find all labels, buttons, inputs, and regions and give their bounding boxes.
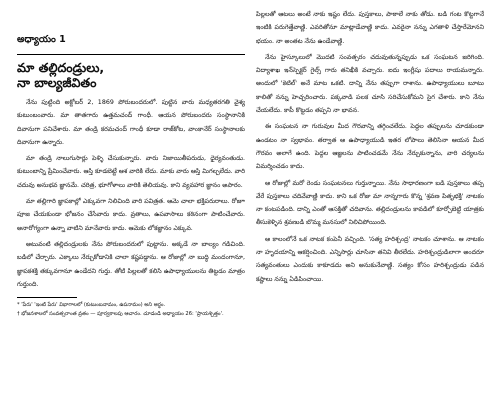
footnote-rule bbox=[17, 297, 77, 298]
paragraph: ఈ సంఘటన నా గురువుల మీద గౌరవాన్ని తగ్గించలేదు. పెద్దల తప్పులను చూడకుండా ఉండటం నా స్వభావం. తర్వాత ఆ ఉపాధ్యాయుడి ఇతర లోపాలు తెలిసినా ఆయన మీద గౌరవం అలాగే ఉంది. పెద్దల ఆజ్ఞలను పాటించడమే నేను నేర్చుకున్నాను, వారి చర్యలను విమర్శించడం కాదు. bbox=[256, 123, 484, 171]
right-column bbox=[256, 8, 484, 289]
paragraph: నేను హైస్కూలులో మొదటి సంవత్సరం చదువుతున్నప్పుడు ఒక సంఘటన జరిగింది. విద్యాశాఖ ఇన్‌స్పెక్టర్ గైల్స్ గారు తనిఖీకి వచ్చారు. ఐదు ఇంగ్లీషు పదాలు రాయమన్నారు. అందులో 'కెటిల్' అనే మాట ఒకటి. దాన్ని నేను తప్పుగా రాశాను. ఉపాధ్యాయులు బూటు కాలితో నన్ను హెచ్చరించారు. పక్కవాడి పలక చూసి సరిచేసుకోమని సైగ చేశారు. కాని నేను చేయలేదు. కాపీ కొట్టడం తప్పని నా భావన. bbox=[256, 53, 484, 115]
paragraph: మా తండ్రి నాలుగుసార్లు పెళ్ళి చేసుకున్నారు. వారు నిజాయితీపరుడు, ధైర్యవంతుడు. కుటుంబాన్ని ప్రేమించేవారు. ఆస్తి కూడబెట్టే ఆశ వారికి లేదు. మాకు వారు ఆస్తి మిగల్చలేదు. వారి చదువు అనుభవ జ్ఞానమే. చరిత్ర, భూగోళాలు వారికి తెలియవు. కాని వ్యవహార జ్ఞానం అపారం. bbox=[17, 155, 245, 189]
paragraph: నేను పుట్టింది అక్టోబర్ 2, 1869 పోరుబందరులో. పుట్టిన వారు మధ్యతరగతి వైశ్య కుటుంబంవారు. మా తాతగారు ఉత్తమచంద్ గాంధీ. ఆయన పోరుబందరు సంస్థానానికి దివానుగా పనిచేశారు. మా తండ్రి కరమచంద్ గాంధీ కూడా రాజ్‌కోట, వాంకానేర్ సంస్థానాలకు దివానుగా ఉన్నారు. bbox=[17, 99, 245, 146]
footnote: * 'పేరు' 'ఇంటి పేరు' విభాగాలలో (కుటుంబనామం, ఉపనామం) అని అర్థం. bbox=[17, 302, 166, 309]
chapter-title-line-2: నా బాల్యజీవితం bbox=[17, 75, 97, 90]
paragraph: పిల్లలతో ఆటలు అంటే నాకు ఇష్టం లేదు. పుస్తకాలు, పాఠాలే నాకు తోడు. బడి గంట కొట్టగానే ఇంటికి పరుగెత్తేవాణ్ణి. ఎవరితోనూ మాట్లాడేవాణ్ణి కాదు. ఎవరైనా నన్ను ఎగతాళి చేస్తారేమోనని భయం. నా అంతట నేను ఉండేవాణ్ణి. bbox=[256, 11, 484, 45]
chapter-rule bbox=[17, 54, 245, 55]
chapter-label: అధ్యాయం 1 bbox=[17, 34, 66, 45]
chapter-title-line-1: మా తల్లిదండ్రులు, bbox=[17, 60, 105, 75]
paragraph: అటువంటి తల్లిదండ్రులకు నేను పోరుబందరులో పుట్టాను. అక్కడే నా బాల్యం గడిచింది. బడిలో చేర్చారు. ఎక్కాలు నేర్చుకోడానికి చాలా కష్టపడ్డాను. ఆ రోజుల్లో నా బుద్ధి మందంగానూ, జ్ఞాపకశక్తి తక్కువగానూ ఉండేదని గుర్తు. తోటి పిల్లలతో కలిసి ఉపాధ్యాయులను తిట్టడం మాత్రం గుర్తుంది. bbox=[17, 240, 245, 288]
paragraph: మా తల్లిగారి జ్ఞాపకాల్లో ఎక్కువగా నిలిచింది వారి పవిత్రత. ఆమె చాలా భక్తిపరురాలు. రోజూ పూజ చేయకుండా భోజనం చేసేవారు కాదు. వ్రతాలు, ఉపవాసాలు కఠినంగా పాటించేవారు. అనారోగ్యంగా ఉన్నా వాటిని మానేవారు కాదు. ఆమెకు లోకజ్ఞానం ఎక్కువ. bbox=[17, 198, 245, 232]
paragraph: ఆ కాలంలోనే ఒక నాటక కంపెనీ వచ్చింది. 'సత్య హరిశ్చంద్ర' నాటకం చూశాను. ఆ నాటకం నా హృదయాన్ని ఆకర్షించింది. ఎన్నిసార్లు చూసినా తనివి తీరలేదు. హరిశ్చంద్రుడిలాగా అందరూ సత్యవంతులు ఎందుకు కాకూడదు అని అనుకునేవాణ్ణి. సత్యం కోసం హరిశ్చంద్రుడు పడిన కష్టాలు నన్ను ఏడిపించాయి. bbox=[256, 235, 484, 283]
paragraph: ఆ రోజుల్లో మరో రెండు సంఘటనలు గుర్తున్నాయి. నేను సాధారణంగా బడి పుస్తకాలు తప్ప వేరే పుస్తకాలు చదివేవాణ్ణి కాదు. కాని ఒక రోజు మా నాన్నగారు కొన్న 'శ్రవణ పితృభక్తి' నాటకం నా కంటపడింది. దాన్ని ఎంతో ఆసక్తితో చదివాను. తల్లిదండ్రులను కావడిలో కూర్చోబెట్టి యాత్రకు తీసుకెళ్ళిన శ్రవణుడి బొమ్మ మనసులో నిలిచిపోయింది. bbox=[256, 179, 484, 227]
left-column bbox=[17, 8, 245, 319]
footnote: † భోజనశాలలో సంవత్సరాంత వ్రతం — పూర్వకాలపు ఆచారం. చూడండి అధ్యాయం 26: 'ప్రాయశ్చిత్తం'. bbox=[17, 311, 224, 318]
